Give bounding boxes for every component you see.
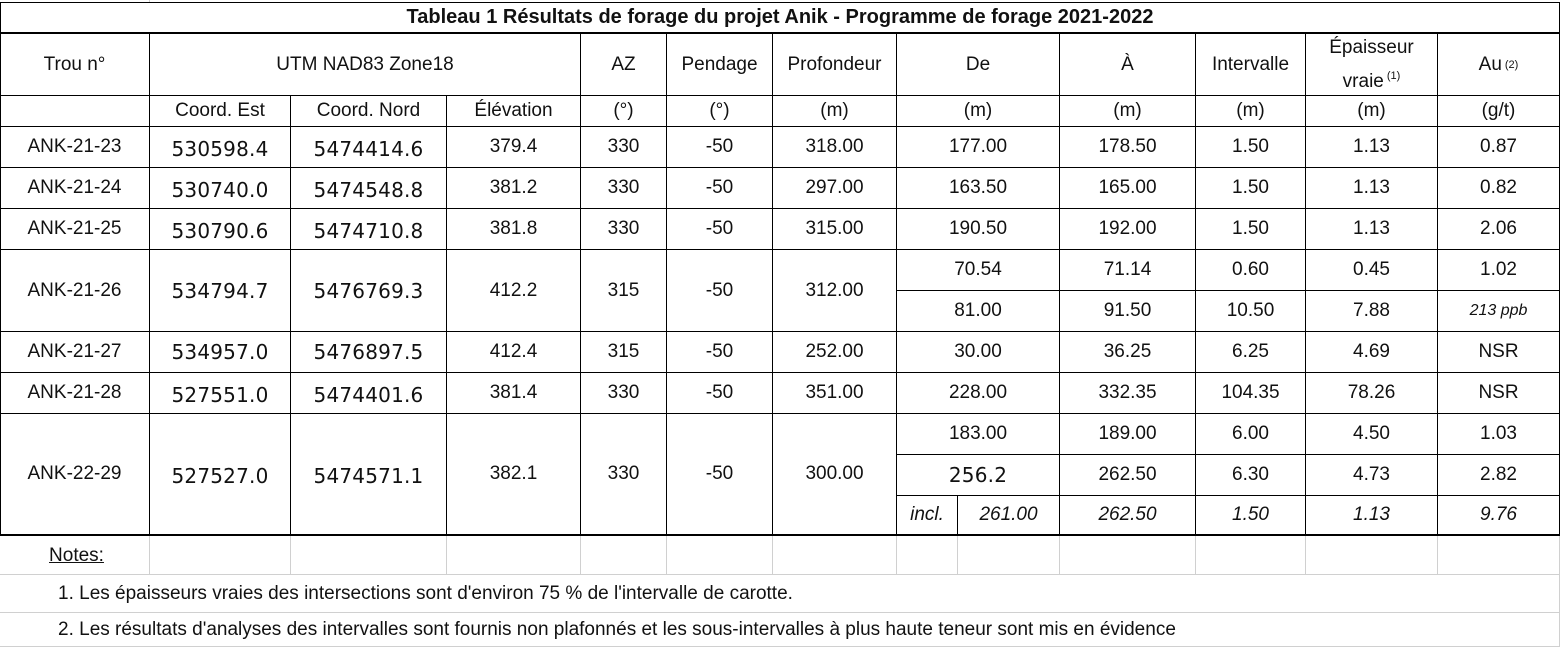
cell-to: 36.25 [1103,341,1152,362]
cell-au: 0.87 [1480,136,1517,157]
cell-elevation: 412.4 [489,341,538,362]
subheader-north: Coord. Nord [316,100,421,121]
subheader-thickness-unit: (m) [1357,100,1386,121]
subheader-interval-unit: (m) [1236,100,1265,121]
cell-az: 330 [607,463,640,484]
cell-interval: 6.30 [1232,464,1269,485]
cell-from: 261.00 [979,504,1038,525]
cell-to: 262.50 [1098,504,1157,525]
cell-depth: 315.00 [805,218,864,239]
cell-az: 330 [607,382,640,403]
header-utm: UTM NAD83 Zone18 [276,53,454,75]
cell-dip: -50 [705,341,734,362]
cell-depth: 297.00 [805,177,864,198]
cell-hole: ANK-22-29 [27,463,122,484]
cell-east: 527527.0 [171,464,269,488]
cell-au: 1.03 [1480,423,1517,444]
cell-interval: 6.00 [1232,423,1269,444]
cell-hole: ANK-21-26 [27,279,122,301]
cell-hole: ANK-21-23 [27,136,122,157]
cell-thickness: 78.26 [1347,382,1396,403]
cell-au: 213 ppb [1469,302,1528,319]
cell-elevation: 381.4 [489,382,538,403]
cell-from: 228.00 [948,382,1008,403]
header-az: AZ [611,53,636,75]
cell-east: 530790.6 [171,219,269,243]
cell-east: 530598.4 [171,137,269,161]
cell-to: 189.00 [1098,423,1157,444]
cell-hole: ANK-21-25 [27,218,122,239]
cell-dip: -50 [705,463,734,484]
header-true-thickness-line2: vraie [1342,70,1384,92]
cell-north: 5474710.8 [313,219,424,243]
gridline [149,536,150,574]
table-title: Tableau 1 Résultats de forage du projet Anik - Programme de forage 2021-2022 [406,6,1154,28]
gridline [1195,536,1196,574]
cell-from: 81.00 [954,300,1002,321]
header-true-thickness-line1: Épaisseur [1329,36,1414,58]
cell-interval: 6.25 [1232,341,1269,362]
cell-north: 5474414.6 [313,137,424,161]
gridline [1059,536,1060,574]
cell-au: NSR [1478,382,1519,403]
cell-hole: ANK-21-24 [27,177,122,198]
gridline [666,536,667,574]
subheader-east: Coord. Est [175,100,265,121]
cell-interval: 10.50 [1226,300,1275,321]
cell-thickness: 1.13 [1353,218,1390,239]
cell-north: 5474401.6 [313,383,424,407]
cell-north: 5476769.3 [313,278,424,303]
cell-dip: -50 [705,177,734,198]
cell-az: 330 [607,177,640,198]
cell-dip: -50 [705,136,734,157]
cell-elevation: 381.2 [489,177,538,198]
cell-east: 530740.0 [171,178,269,202]
gridline [772,536,773,574]
cell-dip: -50 [705,218,734,239]
cell-az: 315 [607,341,640,362]
cell-from: 256.2 [948,463,1008,487]
notes-label: Notes: [49,545,104,566]
subheader-az-unit: (°) [613,100,634,121]
header-hole: Trou n° [43,53,106,75]
cell-to: 192.00 [1098,218,1157,239]
gridline [580,536,581,574]
note-item-1: 1. Les épaisseurs vraies des intersections sont d'environ 75 % de l'intervalle de carotte. [58,582,793,604]
gridline [1305,536,1306,574]
header-true-thickness-line2-wrap [1343,62,1401,96]
cell-from: 190.50 [948,218,1008,239]
cell-from: 183.00 [948,423,1008,444]
cell-au: 9.76 [1480,504,1517,525]
cell-au: NSR [1478,341,1519,362]
subheader-from-unit: (m) [963,100,993,121]
gridline [1437,536,1438,574]
cell-depth: 300.00 [805,463,864,484]
cell-to: 262.50 [1098,464,1157,485]
header-au-label: Au [1478,53,1502,75]
cell-interval: 1.50 [1232,136,1269,157]
cell-interval: 104.35 [1221,382,1280,403]
cell-to: 165.00 [1098,177,1157,198]
header-to: À [1121,53,1134,75]
notes-label-cell [0,536,149,576]
cell-au: 0.82 [1480,177,1517,198]
footnote-ref-1: (1) [1386,69,1401,82]
cell-interval: 1.50 [1232,177,1269,198]
cell-depth: 351.00 [805,382,864,403]
cell-thickness: 1.13 [1353,177,1390,198]
cell-interval: 1.50 [1232,504,1269,525]
cell-north: 5474571.1 [313,464,424,488]
cell-from: 163.50 [948,177,1008,198]
cell-east: 534794.7 [171,278,269,303]
cell-au: 1.02 [1480,259,1517,280]
cell-incl-prefix: incl. [910,504,944,525]
cell-from: 70.54 [954,259,1002,280]
cell-north: 5476897.5 [313,340,424,364]
cell-north: 5474548.8 [313,178,424,202]
cell-to: 71.14 [1103,259,1152,280]
cell-az: 330 [607,218,640,239]
footnote-ref-2: (2) [1504,58,1519,71]
cell-interval: 1.50 [1232,218,1269,239]
cell-elevation: 379.4 [489,136,538,157]
cell-interval: 0.60 [1232,259,1269,280]
subheader-au-unit: (g/t) [1481,100,1516,121]
cell-depth: 252.00 [805,341,864,362]
cell-elevation: 382.1 [489,463,538,484]
cell-to: 91.50 [1103,300,1152,321]
cell-hole: ANK-21-27 [27,341,122,362]
cell-thickness: 7.88 [1353,300,1390,321]
cell-thickness: 0.45 [1353,259,1390,280]
cell-hole: ANK-21-28 [27,382,122,403]
cell-depth: 318.00 [805,136,864,157]
cell-east: 527551.0 [171,383,269,407]
header-depth: Profondeur [787,53,882,75]
subheader-to-unit: (m) [1113,100,1142,121]
cell-az: 330 [607,136,640,157]
cell-elevation: 381.8 [489,218,538,239]
cell-thickness: 1.13 [1353,136,1390,157]
subheader-elevation: Élévation [474,100,553,121]
cell-thickness: 4.69 [1353,341,1390,362]
cell-au: 2.82 [1480,464,1517,485]
header-dip: Pendage [681,53,758,75]
header-true-thickness [1306,34,1437,95]
gridline [896,536,897,574]
cell-from: 177.00 [948,136,1008,157]
cell-thickness: 4.73 [1353,464,1390,485]
cell-az: 315 [607,279,640,301]
cell-depth: 312.00 [805,279,864,301]
cell-dip: -50 [705,279,734,301]
header-interval: Intervalle [1211,53,1290,75]
subheader-dip-unit: (°) [709,100,730,121]
gridline [446,536,447,574]
cell-east: 534957.0 [171,340,269,364]
cell-dip: -50 [705,382,734,403]
subheader-depth-unit: (m) [820,100,849,121]
cell-thickness: 1.13 [1353,504,1390,525]
header-au [1438,34,1559,95]
cell-thickness: 4.50 [1353,423,1390,444]
note-item-2: 2. Les résultats d'analyses des intervalles sont fournis non plafonnés et les sous-intervalles à plus haute teneur sont mis en évidence [58,618,1176,640]
gridline [957,536,958,574]
cell-au: 2.06 [1480,218,1517,239]
cell-from: 30.00 [954,341,1002,362]
cell-to: 332.35 [1098,382,1157,403]
cell-elevation: 412.2 [489,279,538,301]
header-from: De [965,53,991,75]
gridline [290,536,291,574]
cell-to: 178.50 [1098,136,1157,157]
